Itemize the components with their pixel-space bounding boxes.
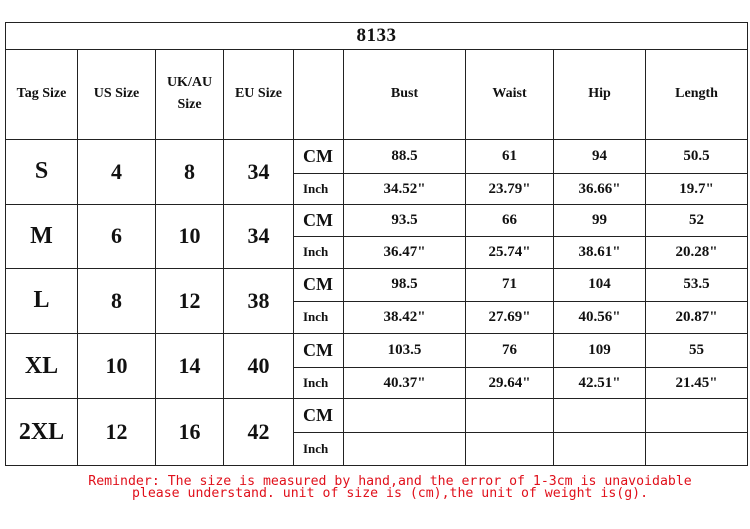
waist-cm-value: 71 (466, 268, 554, 301)
unit-inch-label: Inch (294, 301, 344, 333)
waist-inch-value: 23.79" (466, 173, 554, 204)
us-size-cell: 8 (78, 268, 156, 333)
hip-cm-value: 104 (554, 268, 646, 301)
unit-inch-label: Inch (294, 237, 344, 268)
header-eu-size: EU Size (224, 50, 294, 140)
bust-inch-value: 40.37" (344, 368, 466, 399)
uk-au-size-cell: 16 (156, 399, 224, 466)
unit-cm-label: CM (294, 399, 344, 432)
hip-inch-value: 42.51" (554, 368, 646, 399)
uk-au-size-cell: 14 (156, 334, 224, 399)
header-uk-au-line2: Size (177, 97, 202, 113)
tag-size-cell: L (6, 268, 78, 333)
hip-cm-value: 94 (554, 139, 646, 173)
size-row-cm (6, 205, 748, 237)
chart-title: 8133 (6, 23, 748, 50)
unit-inch-label: Inch (294, 368, 344, 399)
hip-cm-value: 99 (554, 205, 646, 237)
unit-cm-label: CM (294, 334, 344, 368)
waist-cm-value (466, 399, 554, 432)
bust-inch-value: 36.47" (344, 237, 466, 268)
size-row-cm (6, 139, 748, 173)
tag-size-cell: S (6, 139, 78, 204)
eu-size-cell: 38 (224, 268, 294, 333)
hip-cm-value: 109 (554, 334, 646, 368)
length-inch-value: 20.87" (646, 301, 748, 333)
waist-inch-value: 27.69" (466, 301, 554, 333)
hip-cm-value (554, 399, 646, 432)
header-hip: Hip (554, 50, 646, 140)
length-cm-value: 52 (646, 205, 748, 237)
reminder-note (0, 476, 750, 500)
waist-inch-value: 25.74" (466, 237, 554, 268)
eu-size-cell: 40 (224, 334, 294, 399)
length-inch-value (646, 432, 748, 465)
length-inch-value: 21.45" (646, 368, 748, 399)
tag-size-cell: M (6, 205, 78, 268)
unit-inch-label: Inch (294, 173, 344, 204)
us-size-cell: 12 (78, 399, 156, 466)
uk-au-size-cell: 12 (156, 268, 224, 333)
tag-size-cell: XL (6, 334, 78, 399)
length-inch-value: 19.7" (646, 173, 748, 204)
eu-size-cell: 34 (224, 205, 294, 268)
size-row-cm (6, 334, 748, 368)
length-cm-value (646, 399, 748, 432)
size-chart-table (5, 22, 748, 466)
hip-inch-value (554, 432, 646, 465)
size-row-cm (6, 399, 748, 432)
header-uk-au-line1: UK/AU (166, 75, 213, 91)
header-tag-size: Tag Size (6, 50, 78, 140)
unit-cm-label: CM (294, 139, 344, 173)
us-size-cell: 10 (78, 334, 156, 399)
hip-inch-value: 36.66" (554, 173, 646, 204)
bust-cm-value: 93.5 (344, 205, 466, 237)
length-cm-value: 53.5 (646, 268, 748, 301)
bust-inch-value: 34.52" (344, 173, 466, 204)
hip-inch-value: 38.61" (554, 237, 646, 268)
bust-cm-value (344, 399, 466, 432)
header-uk-au-size (156, 50, 224, 140)
us-size-cell: 4 (78, 139, 156, 204)
length-cm-value: 55 (646, 334, 748, 368)
bust-inch-value (344, 432, 466, 465)
us-size-cell: 6 (78, 205, 156, 268)
header-bust: Bust (344, 50, 466, 140)
bust-cm-value: 103.5 (344, 334, 466, 368)
waist-cm-value: 76 (466, 334, 554, 368)
bust-cm-value: 98.5 (344, 268, 466, 301)
header-length: Length (646, 50, 748, 140)
hip-inch-value: 40.56" (554, 301, 646, 333)
unit-cm-label: CM (294, 268, 344, 301)
length-inch-value: 20.28" (646, 237, 748, 268)
header-us-size: US Size (78, 50, 156, 140)
tag-size-cell: 2XL (6, 399, 78, 466)
waist-cm-value: 66 (466, 205, 554, 237)
reminder-line-2: please understand. unit of size is (cm),the unit of weight is(g). (131, 486, 649, 501)
waist-cm-value: 61 (466, 139, 554, 173)
reminder-line-1: Reminder: The size is measured by hand,and the error of 1-3cm is unavoidable (88, 474, 692, 489)
unit-cm-label: CM (294, 205, 344, 237)
eu-size-cell: 34 (224, 139, 294, 204)
unit-inch-label: Inch (294, 432, 344, 465)
waist-inch-value: 29.64" (466, 368, 554, 399)
header-waist: Waist (466, 50, 554, 140)
header-unit (294, 50, 344, 140)
uk-au-size-cell: 8 (156, 139, 224, 204)
uk-au-size-cell: 10 (156, 205, 224, 268)
size-row-cm (6, 268, 748, 301)
eu-size-cell: 42 (224, 399, 294, 466)
length-cm-value: 50.5 (646, 139, 748, 173)
bust-inch-value: 38.42" (344, 301, 466, 333)
waist-inch-value (466, 432, 554, 465)
bust-cm-value: 88.5 (344, 139, 466, 173)
